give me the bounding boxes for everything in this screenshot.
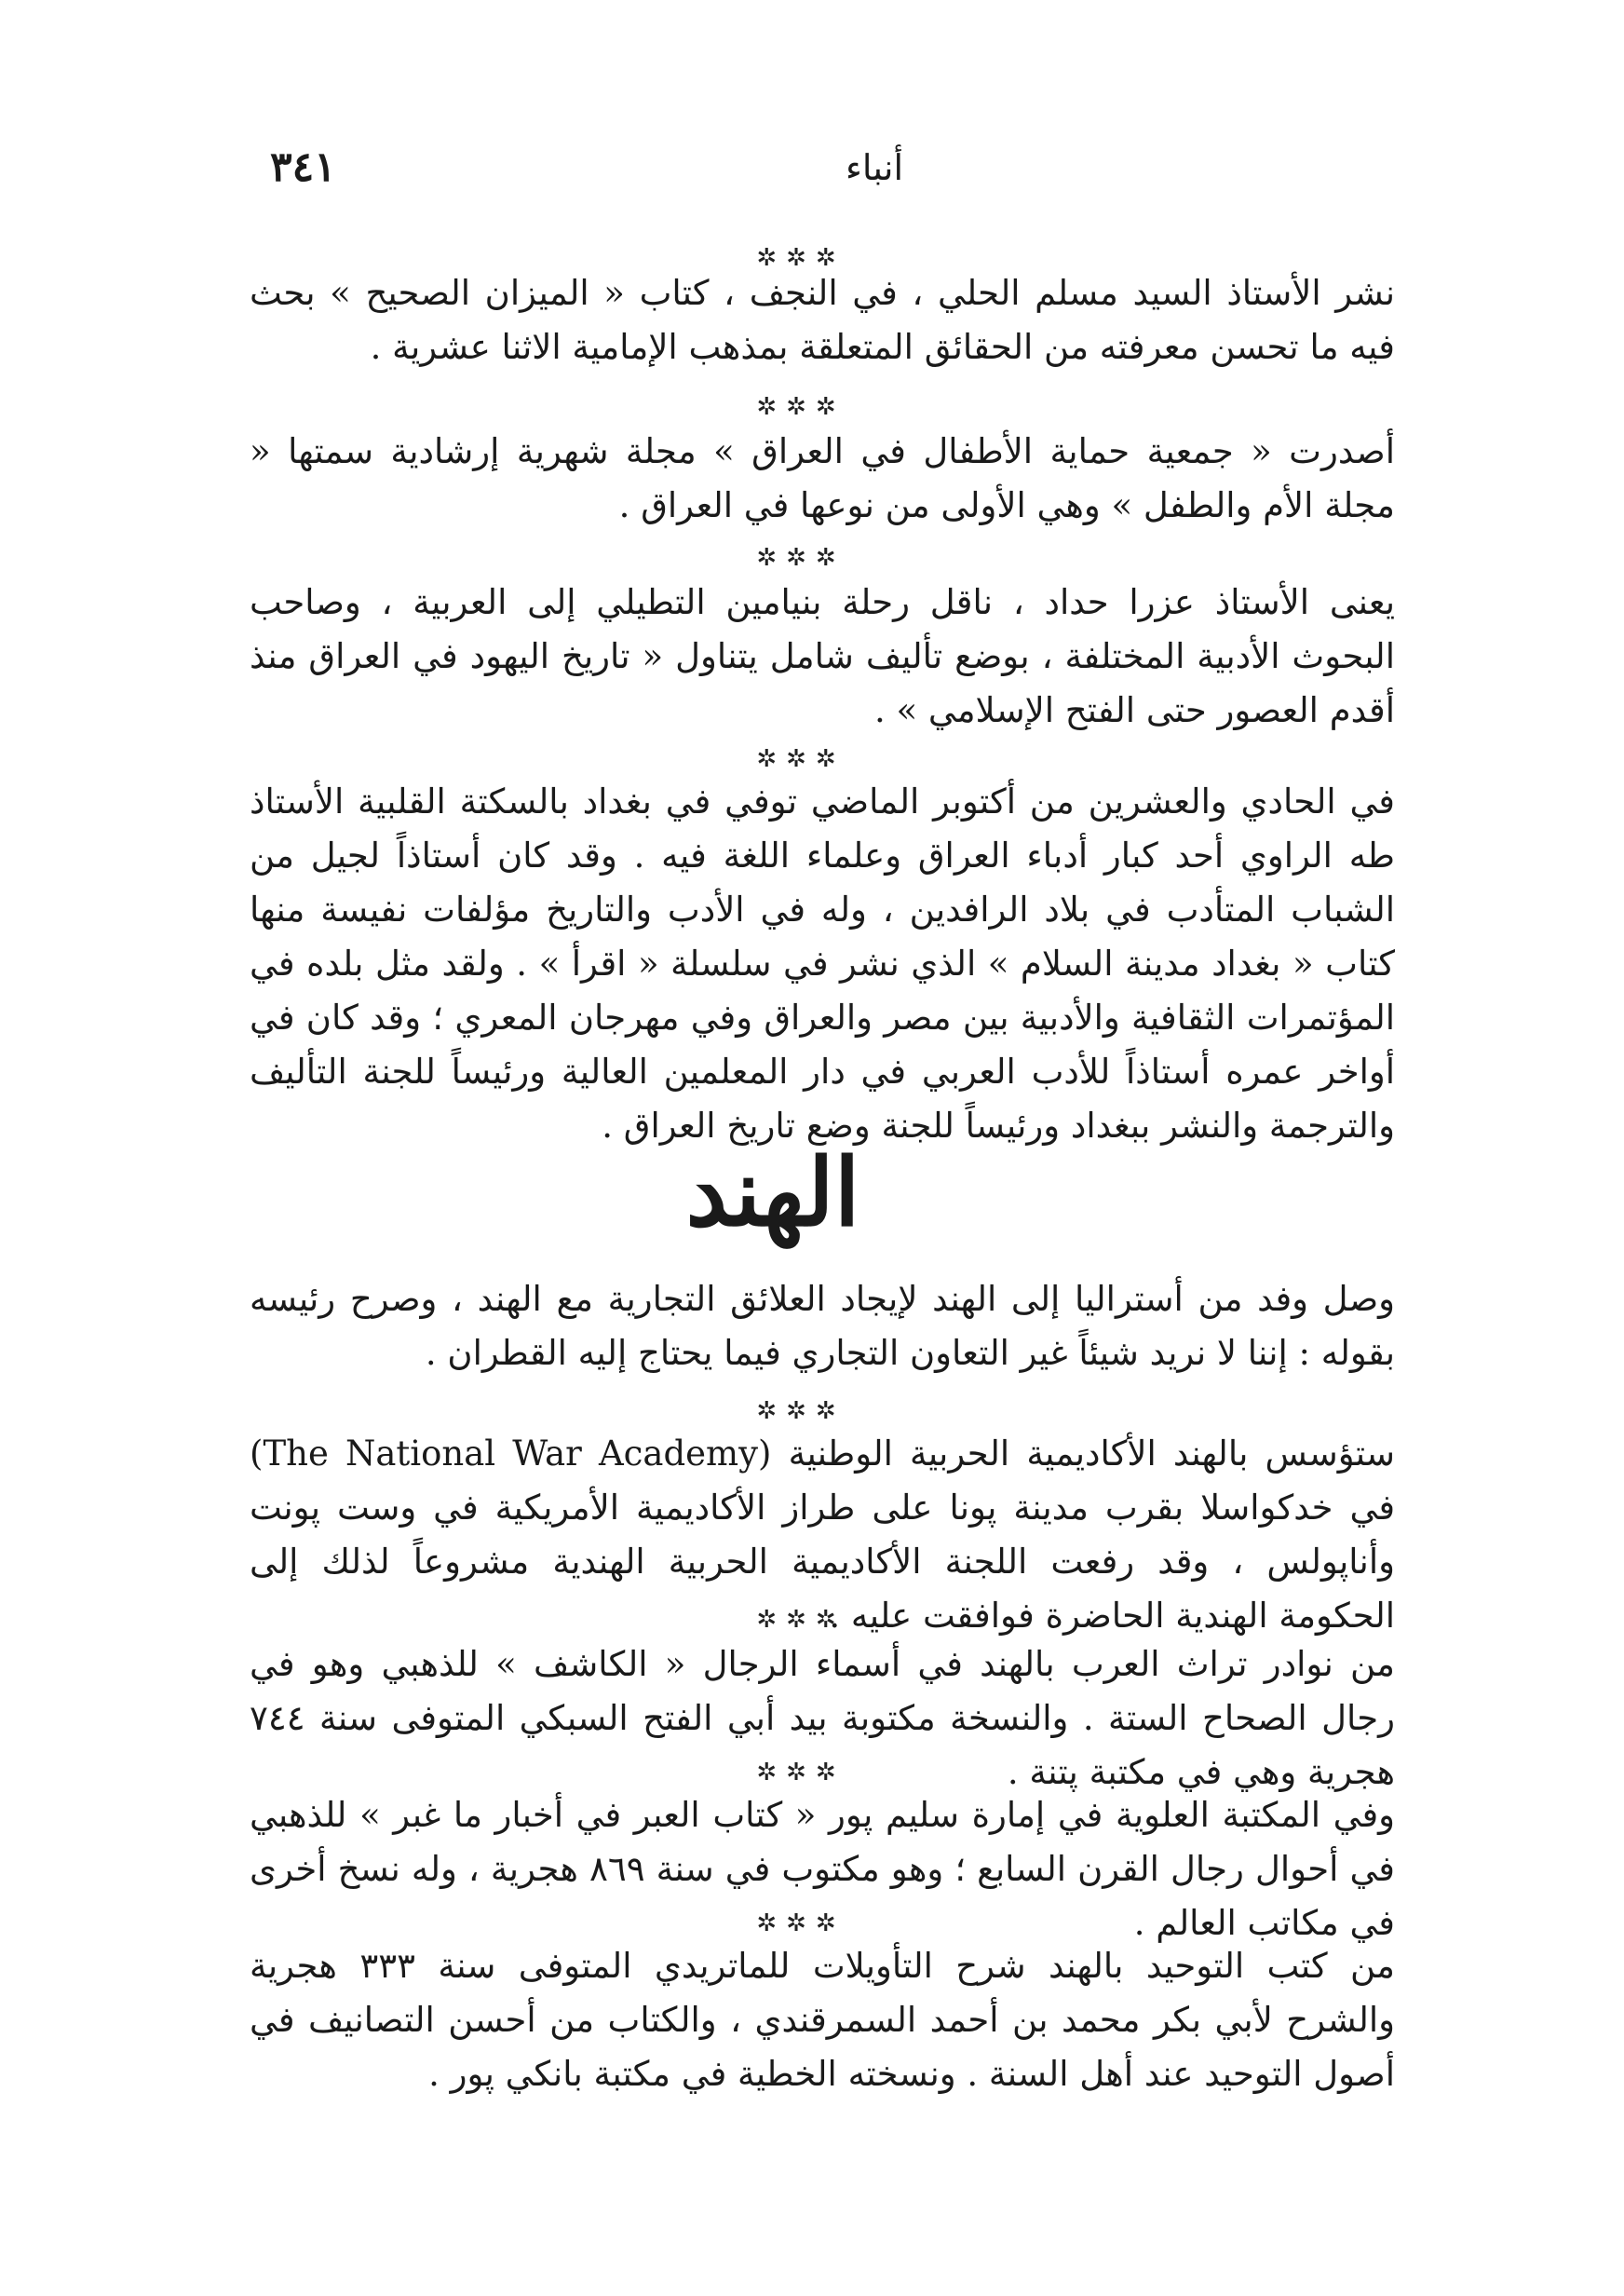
section-separator: ✲✲✲	[756, 244, 846, 272]
news-text: وصل وفد من أستراليا إلى الهند لإيجاد العلائق التجارية مع الهند ، وصرح رئيسه بقوله : إننا لا نريد شيئاً غير التعاون التجاري فيما يحتاج إليه القطران .	[250, 1279, 1395, 1373]
page-header	[270, 140, 1304, 196]
section-separator: ✲✲✲	[756, 1909, 846, 1937]
news-text: من كتب التوحيد بالهند شرح التأويلات للماتريدي المتوفى سنة ٣٣٣ هجرية والشرح لأبي بكر محمد بن أحمد السمرقندي ، والكتاب من أحسن التصانيف في أصول التوحيد عند أهل السنة . ونسخته الخطية في مكتبة بانكي پور .	[250, 1946, 1395, 2094]
news-item-iraq-2	[250, 425, 1395, 533]
section-separator: ✲✲✲	[756, 1397, 846, 1425]
section-separator: ✲✲✲	[756, 745, 846, 773]
news-text: نشر الأستاذ السيد مسلم الحلي ، في النجف ، كتاب « الميزان الصحيح » بحث فيه ما تحسن معرفته من الحقائق المتعلقة بمذهب الإمامية الاثنا عشرية .	[250, 273, 1395, 367]
news-text: أصدرت « جمعية حماية الأطفال في العراق » مجلة شهرية إرشادية سمتها « مجلة الأم والطفل » وهي الأولى من نوعها في العراق .	[250, 431, 1395, 525]
news-item-iraq-4	[250, 775, 1395, 1153]
news-item-iraq-1	[250, 266, 1395, 374]
news-text: من نوادر تراث العرب بالهند في أسماء الرجال « الكاشف » للذهبي وهو في رجال الصحاح الستة . والنسخة مكتوبة بيد أبي الفتح السبكي المتوفى سنة ٧٤٤ هجرية وهي في مكتبة پتنة .	[250, 1644, 1395, 1792]
section-separator: ✲✲✲	[756, 1606, 846, 1634]
section-separator: ✲✲✲	[756, 1759, 846, 1787]
running-head: أنباء	[845, 147, 903, 188]
news-item-india-1	[250, 1272, 1395, 1380]
news-item-iraq-3	[250, 576, 1395, 738]
news-item-india-5	[250, 1939, 1395, 2101]
section-separator: ✲✲✲	[756, 544, 846, 572]
news-text: وفي المكتبة العلوية في إمارة سليم پور « كتاب العبر في أخبار ما غبر » للذهبي في أحوال رجال القرن السابع ؛ وهو مكتوب في سنة ٨٦٩ هجرية ، وله نسخ أخرى في مكاتب العالم .	[250, 1795, 1395, 1943]
news-text: ستؤسس بالهند الأكاديمية الحربية الوطنية (The National War Academy) في خدكواسلا بقرب مدينة پونا على طراز الأكاديمية الأمريكية في وست پونت وأناپولس ، وقد رفعت اللجنة الأكاديمية الحربية الهندية مشروعاً لذلك إلى الحكومة الهندية الحاضرة فوافقت عليه .	[250, 1433, 1395, 1636]
section-separator: ✲✲✲	[756, 393, 846, 421]
news-text: يعنى الأستاذ عزرا حداد ، ناقل رحلة بنيامين التطيلي إلى العربية ، وصاحب البحوث الأدبية المختلفة ، بوضع تأليف شامل يتناول « تاريخ اليهود في العراق منذ أقدم العصور حتى الفتح الإسلامي » .	[250, 582, 1395, 730]
news-text: في الحادي والعشرين من أكتوبر الماضي توفي في بغداد بالسكتة القلبية الأستاذ طه الراوي أحد كبار أدباء العراق وعلماء اللغة فيه . وقد كان أستاذاً لجيل من الشباب المتأدب في بلاد الرافدين ، وله في الأدب والتاريخ مؤلفات نفيسة منها كتاب « بغداد مدينة السلام » الذي نشر في سلسلة « اقرأ » . ولقد مثل بلده في المؤتمرات الثقافية والأدبية بين مصر والعراق وفي مهرجان المعري ؛ وقد كان في أواخر عمره أستاذاً للأدب العربي في دار المعلمين العالية ورئيساً للجنة التأليف والترجمة والنشر ببغداد ورئيساً للجنة وضع تاريخ العراق .	[250, 781, 1395, 1146]
page-number: ٣٤١	[270, 143, 336, 191]
section-title-india: الهند	[685, 1137, 860, 1247]
